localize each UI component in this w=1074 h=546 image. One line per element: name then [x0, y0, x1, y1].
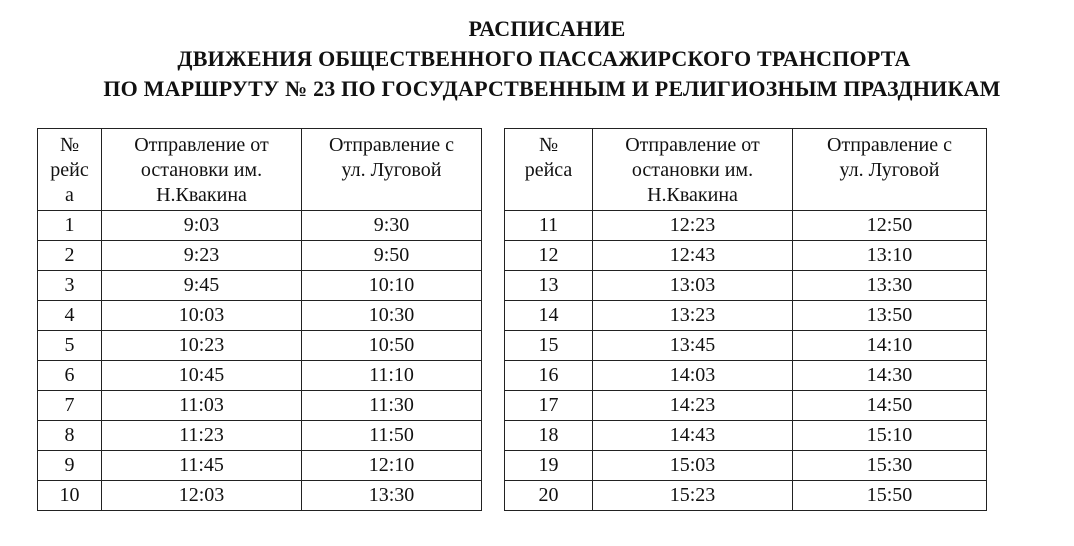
table-row [38, 331, 987, 361]
header-departure-stop-left [102, 129, 302, 211]
departure-street-time-cell: 11:10 [302, 361, 482, 391]
title-line-1: РАСПИСАНИЕ [468, 16, 626, 41]
departure-street-time-cell: 13:10 [793, 241, 987, 271]
column-gap [482, 129, 505, 211]
header-text: № [538, 134, 559, 156]
header-text: ул. Луговой [839, 159, 940, 181]
schedule-body [38, 211, 987, 511]
departure-stop-time-cell: 13:23 [593, 301, 793, 331]
departure-street-time-cell: 10:50 [302, 331, 482, 361]
departure-stop-time-cell: 13:03 [593, 271, 793, 301]
column-gap [482, 481, 505, 511]
departure-street-time-cell: 10:10 [302, 271, 482, 301]
departure-stop-time-cell: 15:23 [593, 481, 793, 511]
departure-stop-time-cell: 14:03 [593, 361, 793, 391]
header-text: Отправление с [329, 134, 454, 156]
departure-street-time-cell: 9:30 [302, 211, 482, 241]
table-row [38, 211, 987, 241]
header-departure-stop-right [593, 129, 793, 211]
column-gap [482, 331, 505, 361]
departure-stop-time-cell: 9:03 [102, 211, 302, 241]
column-gap [482, 421, 505, 451]
header-text: остановки им. [631, 159, 754, 181]
header-trip-number-right [505, 129, 593, 211]
departure-stop-time-cell: 12:03 [102, 481, 302, 511]
table-row [38, 481, 987, 511]
departure-street-time-cell: 14:10 [793, 331, 987, 361]
trip-number-cell: 3 [38, 271, 102, 301]
trip-number-cell: 19 [505, 451, 593, 481]
trip-number-cell: 8 [38, 421, 102, 451]
title-line-2: ДВИЖЕНИЯ ОБЩЕСТВЕННОГО ПАССАЖИРСКОГО ТРАНСПОРТА [177, 46, 911, 71]
column-gap [482, 451, 505, 481]
departure-street-time-cell: 15:30 [793, 451, 987, 481]
departure-stop-time-cell: 10:23 [102, 331, 302, 361]
header-text: рейса [524, 159, 573, 181]
departure-stop-time-cell: 10:45 [102, 361, 302, 391]
departure-stop-time-cell: 10:03 [102, 301, 302, 331]
table-row [38, 421, 987, 451]
departure-stop-time-cell: 9:23 [102, 241, 302, 271]
title-line-3: ПО МАРШРУТУ № 23 ПО ГОСУДАРСТВЕННЫМ И РЕЛИГИОЗНЫМ ПРАЗДНИКАМ [103, 76, 1001, 101]
trip-number-cell: 18 [505, 421, 593, 451]
schedule-table [37, 128, 987, 511]
departure-stop-time-cell: 9:45 [102, 271, 302, 301]
trip-number-cell: 12 [505, 241, 593, 271]
trip-number-cell: 2 [38, 241, 102, 271]
departure-stop-time-cell: 13:45 [593, 331, 793, 361]
departure-street-time-cell: 11:30 [302, 391, 482, 421]
header-text: № [59, 134, 80, 156]
trip-number-cell: 13 [505, 271, 593, 301]
document-title [0, 14, 1074, 104]
departure-street-time-cell: 14:50 [793, 391, 987, 421]
departure-stop-time-cell: 11:23 [102, 421, 302, 451]
table-row [38, 241, 987, 271]
departure-street-time-cell: 15:50 [793, 481, 987, 511]
header-row [38, 129, 987, 211]
header-trip-number-left [38, 129, 102, 211]
table-row [38, 301, 987, 331]
departure-stop-time-cell: 14:43 [593, 421, 793, 451]
trip-number-cell: 1 [38, 211, 102, 241]
departure-street-time-cell: 15:10 [793, 421, 987, 451]
departure-street-time-cell: 12:10 [302, 451, 482, 481]
departure-street-time-cell: 11:50 [302, 421, 482, 451]
trip-number-cell: 14 [505, 301, 593, 331]
header-text: Отправление от [134, 134, 269, 156]
header-text: Отправление с [827, 134, 952, 156]
trip-number-cell: 11 [505, 211, 593, 241]
header-text: остановки им. [140, 159, 263, 181]
column-gap [482, 271, 505, 301]
trip-number-cell: 15 [505, 331, 593, 361]
header-departure-street-right [793, 129, 987, 211]
departure-street-time-cell: 13:30 [793, 271, 987, 301]
table-row [38, 391, 987, 421]
header-text: а [65, 184, 74, 206]
table-row [38, 451, 987, 481]
header-text: ул. Луговой [341, 159, 442, 181]
trip-number-cell: 6 [38, 361, 102, 391]
column-gap [482, 301, 505, 331]
column-gap [482, 241, 505, 271]
departure-stop-time-cell: 11:45 [102, 451, 302, 481]
header-text: Н.Квакина [156, 184, 247, 206]
table-row [38, 271, 987, 301]
column-gap [482, 361, 505, 391]
departure-street-time-cell: 13:30 [302, 481, 482, 511]
departure-stop-time-cell: 15:03 [593, 451, 793, 481]
trip-number-cell: 16 [505, 361, 593, 391]
trip-number-cell: 17 [505, 391, 593, 421]
departure-stop-time-cell: 12:23 [593, 211, 793, 241]
column-gap [482, 391, 505, 421]
trip-number-cell: 5 [38, 331, 102, 361]
trip-number-cell: 10 [38, 481, 102, 511]
column-gap [482, 211, 505, 241]
header-text: Отправление от [625, 134, 760, 156]
departure-stop-time-cell: 14:23 [593, 391, 793, 421]
header-text: рейс [50, 159, 89, 181]
table-row [38, 361, 987, 391]
departure-street-time-cell: 10:30 [302, 301, 482, 331]
departure-stop-time-cell: 12:43 [593, 241, 793, 271]
departure-street-time-cell: 12:50 [793, 211, 987, 241]
trip-number-cell: 7 [38, 391, 102, 421]
departure-street-time-cell: 13:50 [793, 301, 987, 331]
header-departure-street-left [302, 129, 482, 211]
trip-number-cell: 4 [38, 301, 102, 331]
trip-number-cell: 9 [38, 451, 102, 481]
trip-number-cell: 20 [505, 481, 593, 511]
schedule-table-container [37, 128, 987, 511]
departure-street-time-cell: 9:50 [302, 241, 482, 271]
header-text: Н.Квакина [647, 184, 738, 206]
departure-stop-time-cell: 11:03 [102, 391, 302, 421]
departure-street-time-cell: 14:30 [793, 361, 987, 391]
